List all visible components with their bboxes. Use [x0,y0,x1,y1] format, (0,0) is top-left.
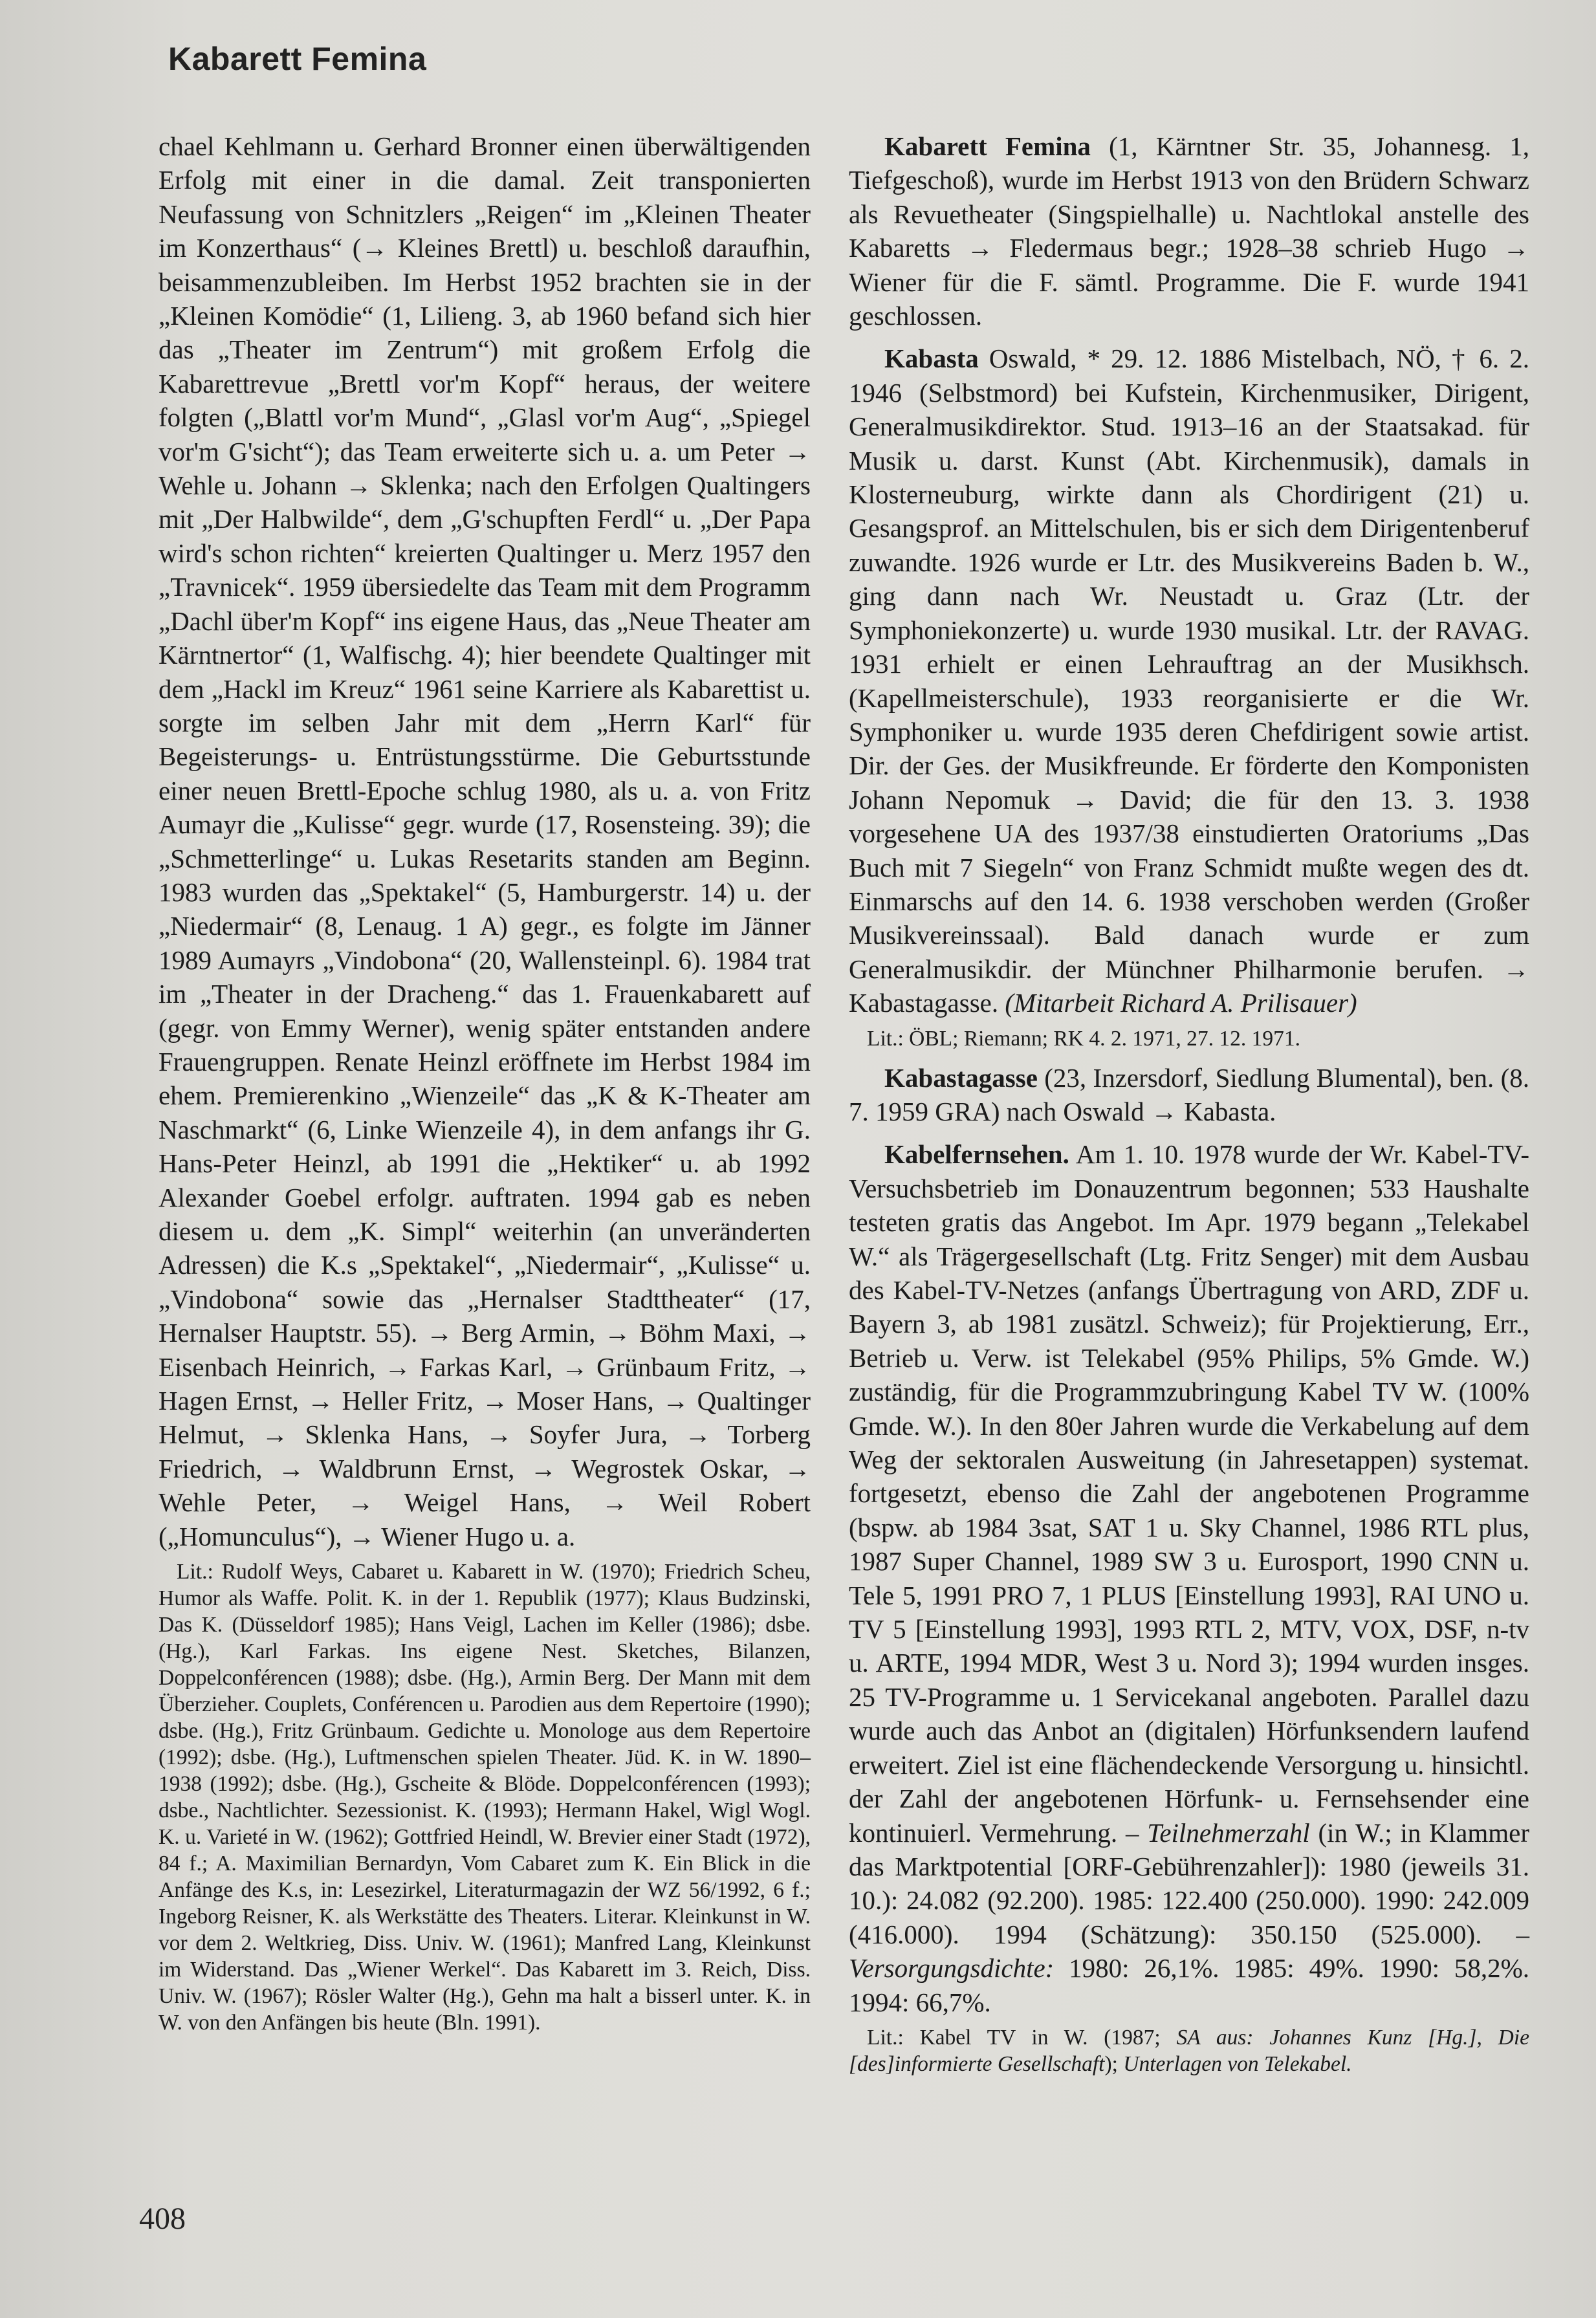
right-column [849,129,1529,2077]
kabasta-literature: Lit.: ÖBL; Riemann; RK 4. 2. 1971, 27. 12. 1971. [867,1026,1300,1051]
left-literature: Lit.: Rudolf Weys, Cabaret u. Kabarett in W. (1970); Friedrich Scheu, Humor als Waffe. Polit. K. in der 1. Republik (1977); Klaus Budzinski, Das K. (Düsseldorf 1985); Hans Veigl, Lachen im Keller (1986); dsbe. (Hg.), Karl Farkas. Ins eigene Nest. Sketches, Bilanzen, Doppelconférencen (1988); dsbe. (Hg.), Armin Berg. Der Mann mit dem Überzieher. Couplets, Conférencen u. Parodien aus dem Repertoire (1990); dsbe. (Hg.), Fritz Grünbaum. Gedichte u. Monologe aus dem Repertoire (1992); dsbe. (Hg.), Luftmenschen spielen Theater. Jüd. K. in W. 1890–1938 (1992); dsbe. (Hg.), Gscheite & Blöde. Doppelconférencen (1993); dsbe., Nachtlichter. Sezessionist. K. (1993); Hermann Hakel, Wigl Wogl. K. u. Varieté in W. (1962); Gottfried Heindl, W. Brevier einer Stadt (1972), 84 f.; A. Maximilian Bernardyn, Vom Cabaret zum K. Ein Blick in die Anfänge des K.s, in: Lesezirkel, Literaturmagazin der WZ 56/1992, 6 f.; Ingeborg Reisner, K. als Werkstätte des Theaters. Literar. Kleinkunst in W. vor dem 2. Weltkrieg, Diss. Univ. W. (1961); Manfred Lang, Kleinkunst im Widerstand. Das „Wiener Werkel“. Das Kabarett im 3. Reich, Diss. Univ. W. (1967); Rösler Walter (Hg.), Gehn ma halt a bisserl unter. K. in W. von den Anfängen bis heute (Bln. 1991). [159,1560,811,2035]
entry-kabasta [849,342,1529,1020]
lit-italic: SA aus: Johannes Kunz [Hg.], Die [des]informierte Gesellschaft [849,2025,1530,2076]
left-continuation-text: chael Kehlmann u. Gerhard Bronner einen überwältigenden Erfolg mit einer in die damal. Zeit transponierten Neufassung von Schnitzlers „Reigen“ im „Kleinen Theater im Konzerthaus“ (→ Kleines Brettl) u. beschloß daraufhin, beisammenzubleiben. Im Herbst 1952 brachten sie in der „Kleinen Komödie“ (1, Lilieng. 3, ab 1960 befand sich hier das „Theater im Zentrum“) mit großem Erfolg die Kabarettrevue „Brettl vor'm Kopf“ heraus, der weitere folgten („Blattl vor'm Mund“, „Glasl vor'm Aug“, „Spiegel vor'm G'sicht“); das Team erweiterte sich u. a. um Peter → Wehle u. Johann → Sklenka; nach den Erfolgen Qualtingers mit „Der Halbwilde“, dem „G'schupften Ferdl“ u. „Der Papa wird's schon richten“ kreierten Qualtinger u. Merz 1957 den „Travnicek“. 1959 übersiedelte das Team mit dem Programm „Dachl über'm Kopf“ ins eigene Haus, das „Neue Theater am Kärntnertor“ (1, Walfischg. 4); hier beendete Qualtinger mit dem „Hackl im Kreuz“ 1961 seine Karriere als Kabarettist u. sorgte im selben Jahr mit dem „Herrn Karl“ für Begeisterungs- u. Entrüstungsstürme. Die Geburtsstunde einer neuen Brettl-Epoche schlug 1980, als u. a. von Fritz Aumayr die „Kulisse“ gegr. wurde (17, Rosensteing. 39); die „Schmetterlinge“ u. Lukas Resetarits standen am Beginn. 1983 wurden das „Spektakel“ (5, Hamburgerstr. 14) u. der „Niedermair“ (8, Lenaug. 1 A) gegr., es folgte im Jänner 1989 Aumayrs „Vindobona“ (20, Wallensteinpl. 6). 1984 trat im „Theater in der Dracheng.“ das 1. Frauenkabarett auf (gegr. von Emmy Werner), wenig später entstanden andere Frauengruppen. Renate Heinzl eröffnete im Herbst 1984 im ehem. Premierenkino „Wienzeile“ das „K & K-Theater am Naschmarkt“ (6, Linke Wienzeile 4), in dem anfangs ihr G. Hans-Peter Heinzl, ab 1991 die „Hektiker“ u. ab 1992 Alexander Goebel erfolgr. auftraten. 1994 gab es neben diesem u. dem „K. Simpl“ weiterhin (an unveränderten Adressen) die K.s „Spektakel“, „Niedermair“, „Kulisse“ u. „Vindobona“ sowie das „Hernalser Stadttheater“ (17, Hernalser Hauptstr. 55). → Berg Armin, → Böhm Maxi, → Eisenbach Heinrich, → Farkas Karl, → Grünbaum Fritz, → Hagen Ernst, → Heller Fritz, → Moser Hans, → Qualtinger Helmut, → Sklenka Hans, → Soyfer Jura, → Torberg Friedrich, → Waldbrunn Ernst, → Wegrostek Oskar, → Wehle Peter, → Weigel Hans, → Weil Robert („Homunculus“), → Wiener Hugo u. a. [159,131,811,1551]
entry-kabelfernsehen [849,1137,1529,2019]
entry-text: Oswald, * 29. 12. 1886 Mistelbach, NÖ, † 6. 2. 1946 (Selbstmord) bei Kufstein, Kirchenmusiker, Dirigent, Generalmusikdirektor. Stud. 1913–16 an der Staatsakad. für Musik u. darst. Kunst (Abt. Kirchenmusik), damals in Klosterneuburg, wirkte dann als Chordirigent (21) u. Gesangsprof. an Mittelschulen, bis er sich dem Dirigentenberuf zuwandte. 1926 wurde er Ltr. des Musikvereins Baden b. W., ging dann nach Wr. Neustadt u. Graz (Ltr. der Symphoniekonzerte) u. wurde 1930 musikal. Ltr. der RAVAG. 1931 erhielt er einen Lehrauftrag an der Musikhsch. (Kapellmeisterschule), 1933 reorganisierte er die Wr. Symphoniker u. wurde 1935 deren Chefdirigent sowie artist. Dir. der Ges. der Musikfreunde. Er förderte den Komponisten Johann Nepomuk → David; die für den 13. 3. 1938 vorgesehene UA des 1937/38 einstudierten Oratoriums „Das Buch mit 7 Siegeln“ von Franz Schmidt mußte wegen des dt. Einmarschs auf den 14. 6. 1938 verschoben werden (Großer Musikvereinssaal). Bald danach wurde er zum Generalmusikdir. der Münchner Philharmonie berufen. → Kabastagasse. [849,344,1529,1018]
entry-italic-term: Teilnehmerzahl [1147,1817,1310,1848]
kabelfernsehen-literature [849,2024,1529,2077]
entry-text-end: 1980: 26,1%. 1985: 49%. 1990: 58,2%. 1994: 66,7%. [849,1953,1529,2017]
entry-text: Am 1. 10. 1978 wurde der Wr. Kabel-TV-Versuchsbetrieb im Donauzentrum begonnen; 533 Haushalte testeten gratis das Angebot. Im Apr. 1979 begann „Telekabel W.“ als Trägergesellschaft (Ltg. Fritz Senger) mit dem Ausbau des Kabel-TV-Netzes (anfangs Übertragung von ARD, ZDF u. Bayern 3, ab 1981 zusätzl. Schweiz); für Projektierung, Err., Betrieb u. Verw. ist Telekabel (95% Philips, 5% Gmde. W.) zuständig, für die Programmzubringung Kabel TV W. (100% Gmde. W.). In den 80er Jahren wurde die Verkabelung auf dem Weg der sektoralen Ausweitung (in Jahresetappen) systemat. fortgesetzt, ebenso die Zahl der angebotenen Programme (bspw. ab 1984 3sat, SAT 1 u. Sky Channel, 1986 RTL plus, 1987 Super Channel, 1989 SW 3 u. Eurosport, 1990 CNN u. Tele 5, 1991 PRO 7, 1 PLUS [Einstellung 1993], RAI UNO u. TV 5 [Einstellung 1993], 1993 RTL 2, MTV, VOX, DSF, n-tv u. ARTE, 1994 MDR, West 3 u. Nord 3); 1994 wurden insges. 25 TV-Programme u. 1 Servicekanal angeboten. Parallel dazu wurde auch das Anbot an (digitalen) Hörfunksendern laufend erweitert. Ziel ist eine flächendeckende Versorgung u. hinsichtl. der Zahl der angebotenen Hörfunk- u. Fernsehsender eine kontinuierl. Vermehrung. – [849,1139,1529,1848]
running-head: Kabarett Femina [168,41,427,77]
headword: Kabarett Femina [884,131,1091,161]
entry-text-cont: (in W.; in Klammer das Marktpotential [ORF-Gebührenzahler]): 1980 (jeweils 31. 10.): 24.082 (92.200). 1985: 122.400 (250.000). 1990: 242.009 (416.000). 1994 (Schätzung): 350.150 (525.000). – [849,1817,1529,1949]
entry-text: (1, Kärntner Str. 35, Johannesg. 1, Tiefgeschoß), wurde im Herbst 1913 von den Brüdern Schwarz als Revuetheater (Singspielhalle) u. Nachtlokal anstelle des Kabaretts → Fledermaus begr.; 1928–38 schrieb Hugo → Wiener für die F. sämtl. Programme. Die F. wurde 1941 geschlossen. [849,131,1530,331]
lit-mid: ); [1104,2051,1124,2076]
lit-prefix: Lit.: Kabel TV in W. (1987; [867,2025,1177,2050]
entry-kabastagasse [849,1061,1529,1129]
page-number: 408 [139,2202,186,2236]
entry-kabarett-femina [849,129,1529,333]
entry-italic-term: Versorgungsdichte: [849,1953,1055,1984]
headword: Kabasta [884,344,979,374]
headword: Kabelfernsehen. [884,1139,1069,1170]
entry-text: (23, Inzersdorf, Siedlung Blumental), ben. (8. 7. 1959 GRA) nach Oswald → Kabasta. [849,1062,1529,1126]
entry-credit: (Mitarbeit Richard A. Prilisauer) [1005,988,1357,1018]
lit-italic-2: Unterlagen von Telekabel. [1123,2051,1352,2076]
headword: Kabastagasse [884,1062,1038,1093]
left-column [159,129,811,2036]
